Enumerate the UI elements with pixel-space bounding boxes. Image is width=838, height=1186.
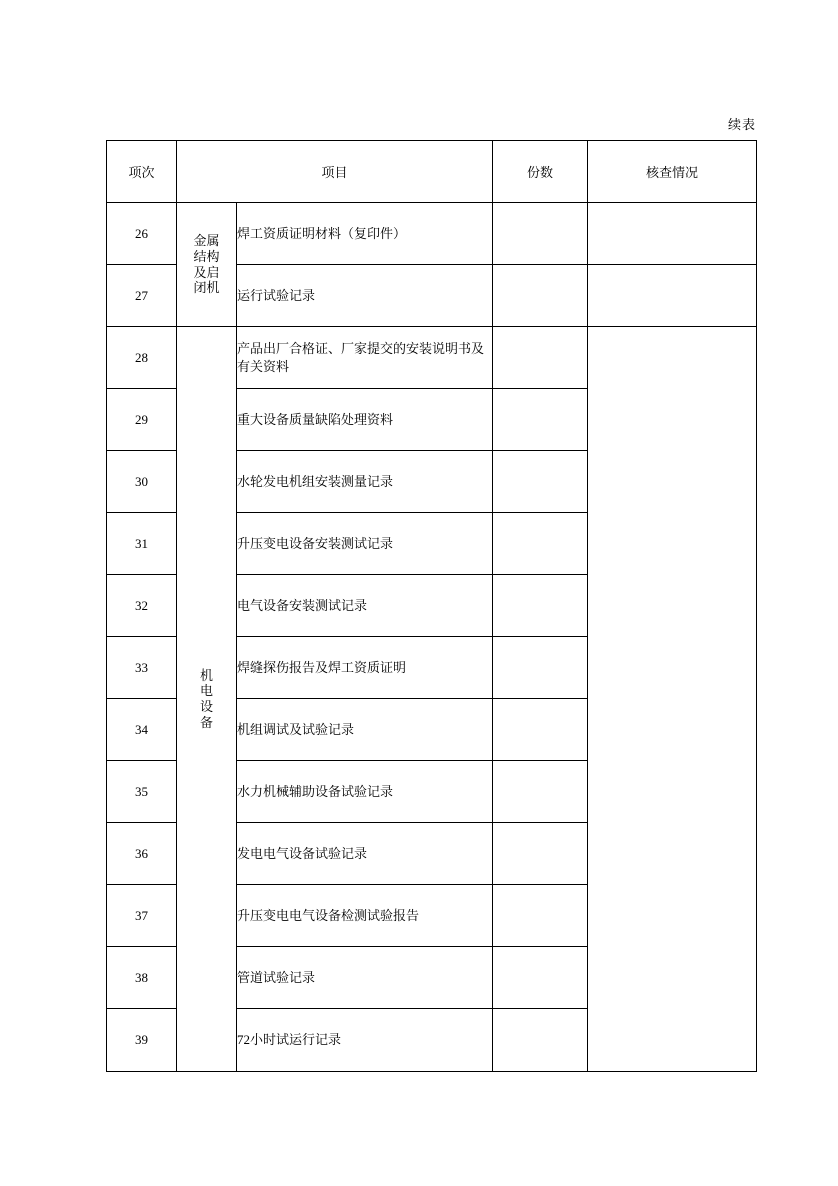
- project-cell: 升压变电设备安装测试记录: [237, 513, 493, 575]
- project-cell: 发电电气设备试验记录: [237, 823, 493, 885]
- table-header-row: [107, 141, 757, 203]
- inspection-items-table: [106, 140, 757, 1072]
- copies-cell: [493, 203, 588, 265]
- item-no-cell: 32: [107, 575, 177, 637]
- check-status-merged-cell: [588, 327, 757, 1072]
- copies-cell: [493, 265, 588, 327]
- copies-cell: [493, 637, 588, 699]
- continued-table-note: 续表: [727, 117, 756, 132]
- item-no-cell: 26: [107, 203, 177, 265]
- project-cell: 焊缝探伤报告及焊工资质证明: [237, 637, 493, 699]
- copies-cell: [493, 575, 588, 637]
- item-no-cell: 31: [107, 513, 177, 575]
- header-copies: 份数: [493, 141, 588, 203]
- copies-cell: [493, 947, 588, 1009]
- category-cell-electromechanical: [177, 327, 237, 1072]
- item-no-cell: 27: [107, 265, 177, 327]
- check-status-cell: [588, 265, 757, 327]
- category-cell-metal-structure: [177, 203, 237, 327]
- project-cell: 焊工资质证明材料（复印件）: [237, 203, 493, 265]
- project-cell: 运行试验记录: [237, 265, 493, 327]
- header-check-status: 核查情况: [588, 141, 757, 203]
- category-label: 金属结构及启闭机: [193, 233, 220, 296]
- copies-cell: [493, 389, 588, 451]
- copies-cell: [493, 885, 588, 947]
- item-no-cell: 39: [107, 1009, 177, 1072]
- category-label: 机电设备: [200, 667, 214, 730]
- item-no-cell: 36: [107, 823, 177, 885]
- item-no-cell: 34: [107, 699, 177, 761]
- table-row: [107, 203, 757, 265]
- item-no-cell: 28: [107, 327, 177, 389]
- item-no-cell: 30: [107, 451, 177, 513]
- item-no-cell: 29: [107, 389, 177, 451]
- copies-cell: [493, 327, 588, 389]
- header-item-no: 项次: [107, 141, 177, 203]
- copies-cell: [493, 761, 588, 823]
- project-cell: 水轮发电机组安装测量记录: [237, 451, 493, 513]
- item-no-cell: 37: [107, 885, 177, 947]
- copies-cell: [493, 1009, 588, 1072]
- item-no-cell: 38: [107, 947, 177, 1009]
- copies-cell: [493, 513, 588, 575]
- copies-cell: [493, 451, 588, 513]
- check-status-cell: [588, 203, 757, 265]
- project-cell: 机组调试及试验记录: [237, 699, 493, 761]
- copies-cell: [493, 699, 588, 761]
- project-cell: 重大设备质量缺陷处理资料: [237, 389, 493, 451]
- project-cell: 72小时试运行记录: [237, 1009, 493, 1072]
- project-cell: 电气设备安装测试记录: [237, 575, 493, 637]
- project-cell: 升压变电电气设备检测试验报告: [237, 885, 493, 947]
- project-cell: 管道试验记录: [237, 947, 493, 1009]
- header-project: 项目: [177, 141, 493, 203]
- table-row: [107, 327, 757, 389]
- copies-cell: [493, 823, 588, 885]
- item-no-cell: 33: [107, 637, 177, 699]
- item-no-cell: 35: [107, 761, 177, 823]
- project-cell: 产品出厂合格证、厂家提交的安装说明书及有关资料: [237, 327, 493, 389]
- project-cell: 水力机械辅助设备试验记录: [237, 761, 493, 823]
